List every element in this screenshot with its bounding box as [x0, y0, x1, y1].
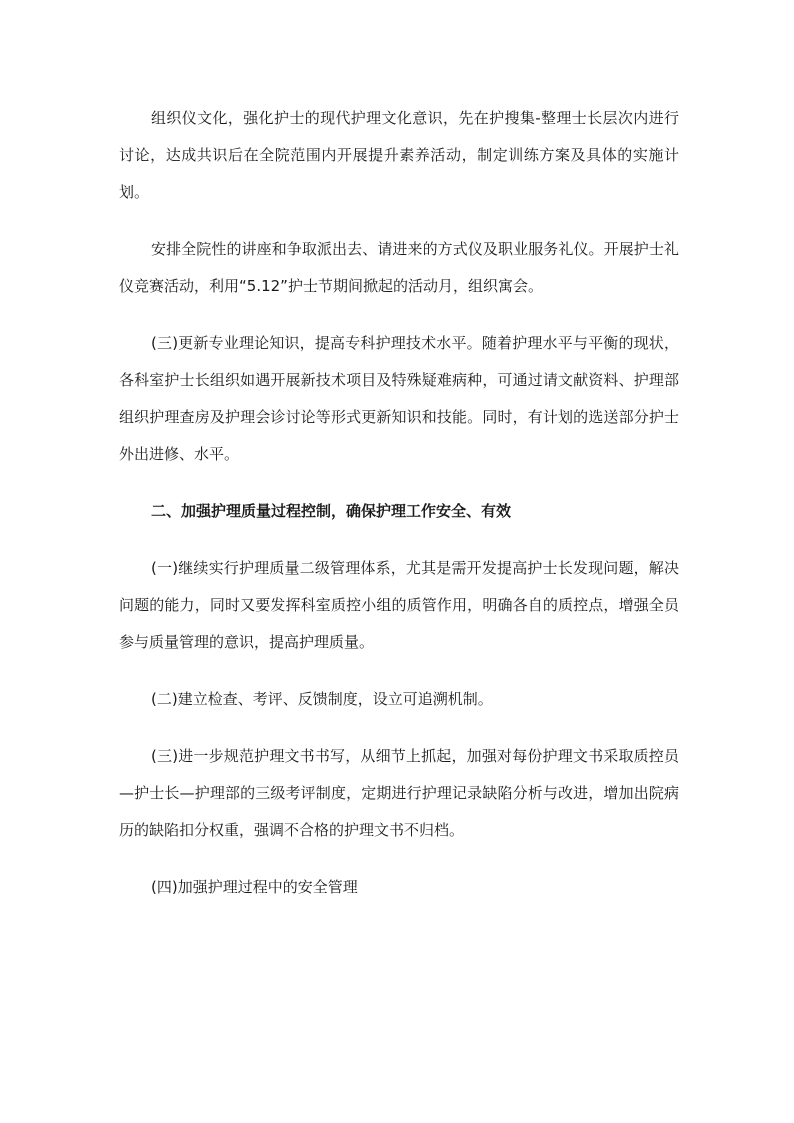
paragraph-culture-awareness: 组织仪文化，强化护士的现代护理文化意识，先在护搜集-整理士长层次内进行讨论，达成共识后在全院范围内开展提升素养活动，制定训练方案及具体的实施计划。 — [119, 109, 679, 201]
paragraph-nursing-documents: (三)进一步规范护理文书书写，从细节上抓起，加强对每份护理文书采取质控员—护士长—护理部的三级考评制度，定期进行护理记录缺陷分析与改进，增加出院病历的缺陷扣分权重，强调不合格的护理文书不归档。 — [119, 747, 679, 839]
paragraph-quality-management-system: (一)继续实行护理质量二级管理体系，尤其是需开发提高护士长发现问题，解决问题的能力，同时又要发挥科室质控小组的质管作用，明确各自的质控点，增强全员参与质量管理的意识，提高护理质量。 — [119, 559, 679, 651]
paragraph-inspection-feedback: (二)建立检查、考评、反馈制度，设立可追溯机制。 — [151, 690, 493, 708]
section-heading-quality-control: 二、加强护理质量过程控制，确保护理工作安全、有效 — [151, 502, 512, 520]
paragraph-safety-management: (四)加强护理过程中的安全管理 — [151, 878, 358, 896]
paragraph-etiquette-training: 安排全院性的讲座和争取派出去、请进来的方式仪及职业服务礼仪。开展护士礼仪竞赛活动，利用“5.12”护士节期间掀起的活动月，组织寓会。 — [119, 240, 679, 295]
paragraph-professional-knowledge: (三)更新专业理论知识，提高专科护理技术水平。随着护理水平与平衡的现状，各科室护士长组织如遇开展新技术项目及特殊疑难病种，可通过请文献资料、护理部组织护理查房及护理会诊讨论等形式更新知识和技能。同时，有计划的选送部分护士外出进修、水平。 — [119, 334, 679, 463]
document-body — [119, 100, 679, 906]
